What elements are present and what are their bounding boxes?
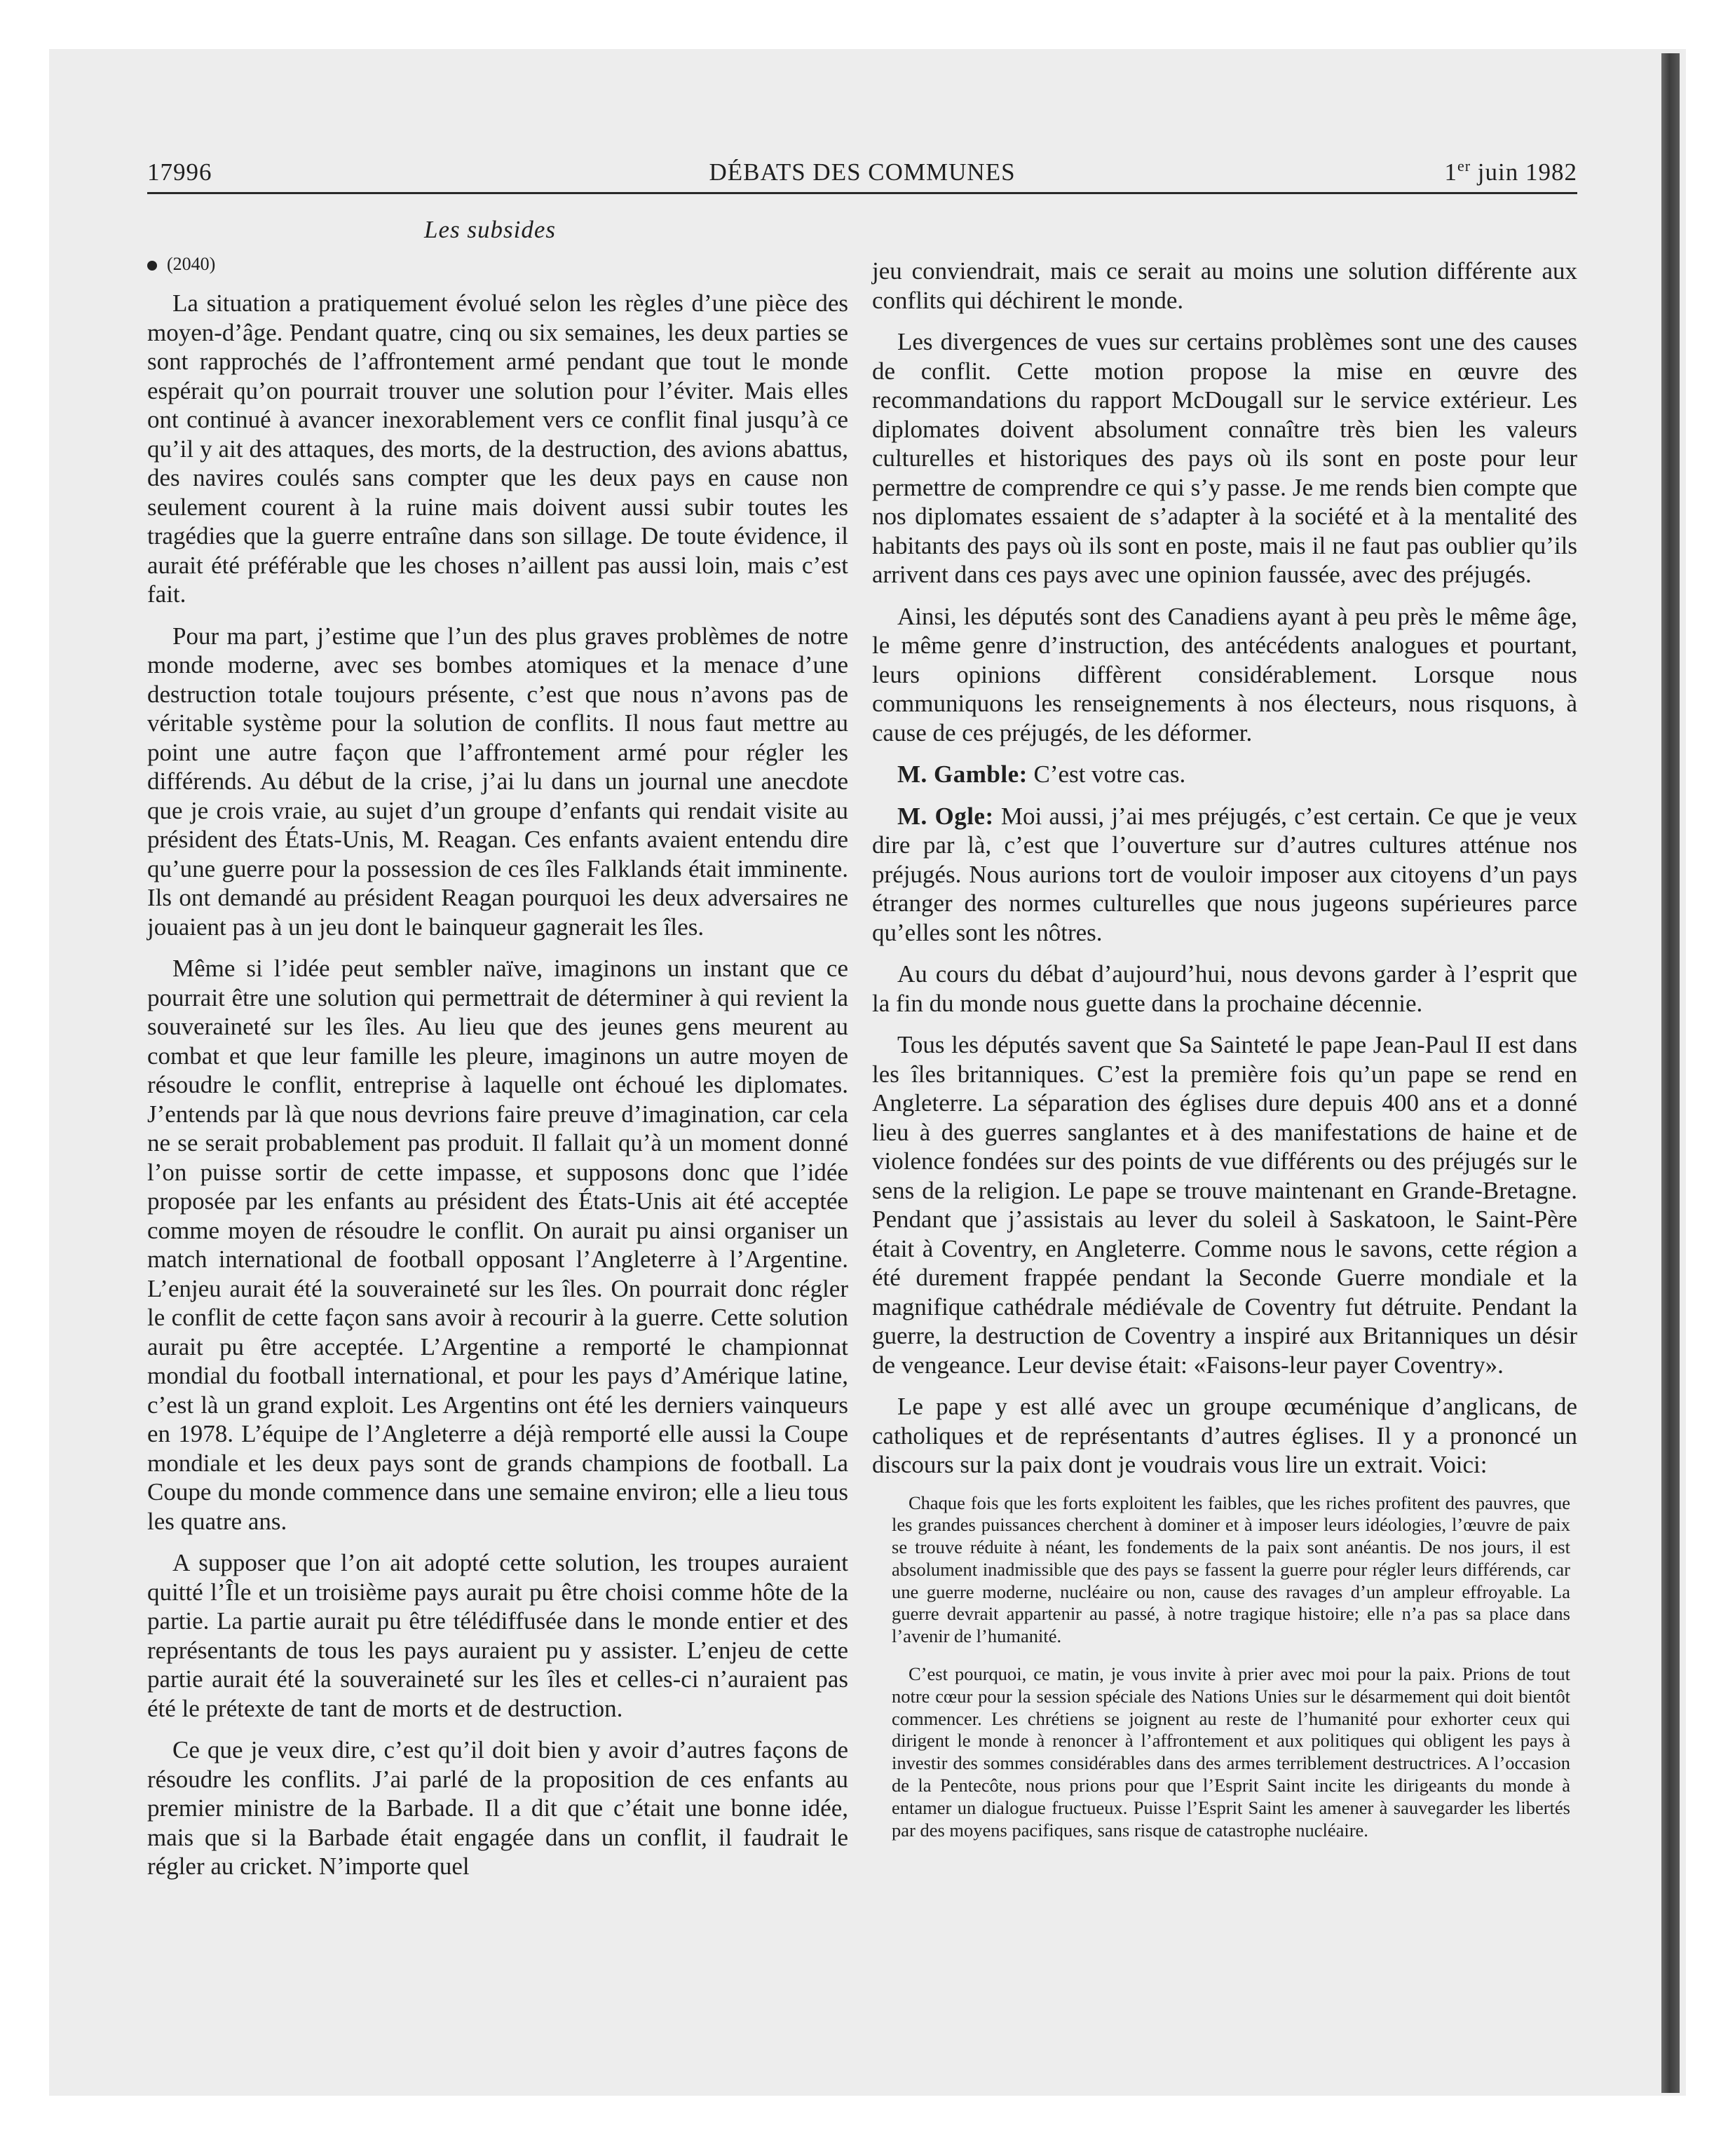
speaker-remark-gamble bbox=[872, 760, 1577, 789]
left-column bbox=[147, 289, 848, 1894]
page-binding-edge bbox=[1661, 53, 1680, 2093]
quotation: C’est pourquoi, ce matin, je vous invite à prier avec moi pour la paix. Prions de tout notre cœur pour la session spéciale des Nations Unies sur le désarmement qui doit bientôt commencer. Les chrétiens se joignent au reste de l’humanité pour exhorter ceux qui dirigent le monde à renoncer à l’affrontement et aux politiques qui obligent les pays à investir des sommes considérables dans des armes terriblement destructrices. A l’occasion de la Pentecôte, nous prions pour que l’Esprit Saint incite les dirigeants du monde à entamer un dialogue fructueux. Puisse l’Esprit Saint les amener à sauvegarder les libertés par des moyens pacifiques, sans risque de catastrophe nucléaire. bbox=[892, 1663, 1570, 1841]
paragraph: Au cours du débat d’aujourd’hui, nous devons garder à l’esprit que la fin du monde nous guette dans la prochaine décennie. bbox=[872, 960, 1577, 1017]
speaker-remark-ogle bbox=[872, 802, 1577, 948]
speaker-text: C’est votre cas. bbox=[1027, 760, 1186, 788]
speaker-text: Moi aussi, j’ai mes préjugés, c’est certain. Ce que je veux dire par là, c’est que l’ouverture sur d’autres cultures atténue nos préjugés. Nous aurions tort de vouloir imposer aux citoyens d’un pays étranger des normes culturelles que nous jugeons supérieures parce qu’elles sont les nôtres. bbox=[872, 802, 1577, 946]
quotation: Chaque fois que les forts exploitent les faibles, que les riches profitent des pauvres, que les grandes puissances cherchent à dominer et à imposer leurs idéologies, l’œuvre de paix se trouve réduite à néant, les fondements de la paix sont anéantis. De nos jours, il est absolument inadmissible que des pays se fassent la guerre pour régler leurs différends, car une guerre moderne, nucléaire ou non, cause des ravages d’un ampleur effroyable. La guerre devrait appartenir au passé, à notre tragique histoire; elle n’a pas sa place dans l’avenir de l’humanité. bbox=[892, 1492, 1570, 1647]
speaker-name: M. Gamble: bbox=[897, 760, 1028, 788]
header-rule bbox=[147, 192, 1577, 194]
paragraph-continuation: jeu conviendrait, mais ce serait au moins une solution différente aux conflits qui déchirent le monde. bbox=[872, 257, 1577, 314]
date-superscript: er bbox=[1457, 157, 1471, 175]
right-column bbox=[872, 257, 1577, 1857]
bullet-dot-icon bbox=[147, 261, 157, 271]
running-header bbox=[147, 158, 1577, 195]
header-date bbox=[1444, 158, 1577, 186]
paragraph: Pour ma part, j’estime que l’un des plus graves problèmes de notre monde moderne, avec ses bombes atomiques et la menace d’une destruction totale toujours présente, c’est que nous n’avons pas de véritable système pour la solution de conflits. Il nous faut mettre au point une autre façon que l’affrontement armé pour régler les différends. Au début de la crise, j’ai lu dans un journal une anecdote que je crois vraie, au sujet d’un groupe d’enfants qui rendait visite au président des États-Unis, M. Reagan. Ces enfants avaient entendu dire qu’une guerre pour la possession de ces îles Falklands était imminente. Ils ont demandé au président Reagan pourquoi les deux adversaires ne jouaient pas à un jeu dont le bainqueur gagnerait les îles. bbox=[147, 622, 848, 941]
time-stamp bbox=[147, 254, 215, 275]
date-rest: juin 1982 bbox=[1471, 158, 1577, 186]
paragraph: Les divergences de vues sur certains problèmes sont une des causes de conflit. Cette motion propose la mise en œuvre des recommandations du rapport McDougall sur le service extérieur. Les diplomates doivent absolument connaître très bien les valeurs culturelles et historiques des pays où ils sont en poste pour leur permettre de comprendre ce qui s’y passe. Je me rends bien compte que nos diplomates essaient de s’adapter à la société et à la mentalité des habitants des pays où ils sont en poste, mais il ne faut pas oublier qu’ils arrivent dans ces pays avec une opinion faussée, avec des préjugés. bbox=[872, 328, 1577, 588]
paragraph: La situation a pratiquement évolué selon les règles d’une pièce des moyen-d’âge. Pendant quatre, cinq ou six semaines, les deux parties se sont rapprochés de l’affrontement armé pendant que tout le monde espérait qu’on pourrait trouver une solution pour l’éviter. Mais elles ont continué à avancer inexorablement vers ce conflit final jusqu’à ce qu’il y ait des attaques, des morts, de la destruction, des avions abattus, des navires coulés sans compter que les deux pays en cause non seulement courent à la ruine mais doivent aussi subir toutes les tragédies que la guerre entraîne dans son sillage. De toute évidence, il aurait été préférable que les choses n’aillent pas aussi loin, mais c’est fait. bbox=[147, 289, 848, 608]
section-title: Les subsides bbox=[424, 216, 556, 243]
paragraph: A supposer que l’on ait adopté cette solution, les troupes auraient quitté l’Île et un troisième pays aurait pu être choisi comme hôte de la partie. La partie aurait pu être télédiffusée dans le monde entier et des représentants de tous les pays auraient pu y assister. L’enjeu de cette partie aurait été la souveraineté sur les îles et celles-ci n’auraient pas été le prétexte de tant de morts et de destruction. bbox=[147, 1549, 848, 1722]
speaker-name: M. Ogle: bbox=[897, 802, 994, 830]
date-day: 1 bbox=[1444, 158, 1457, 186]
paragraph: Tous les députés savent que Sa Sainteté le pape Jean-Paul II est dans les îles britanniques. C’est la première fois qu’un pape se rend en Angleterre. La séparation des églises dure depuis 400 ans et a donné lieu à des guerres sanglantes et à des manifestations de haine et de violence fondées sur des points de vue différents ou des préjugés sur le sens de la religion. Le pape se trouve maintenant en Grande-Bretagne. Pendant que j’assistais au lever du soleil à Saskatoon, le Saint-Père était à Coventry, en Angleterre. Comme nous le savons, cette région a été durement frappée pendant la Seconde Guerre mondiale et la magnifique cathédrale médiévale de Coventry fut détruite. Pendant la guerre, la destruction de Coventry a inspiré aux Britanniques un désir de vengeance. Leur devise était: «Faisons-leur payer Coventry». bbox=[872, 1031, 1577, 1379]
paragraph: Ce que je veux dire, c’est qu’il doit bien y avoir d’autres façons de résoudre les conflits. J’ai parlé de la proposition de ces enfants au premier ministre de la Barbade. Il a dit que c’était une bonne idée, mais que si la Barbade était engagée dans un conflit, il faudrait le régler au cricket. N’importe quel bbox=[147, 1736, 848, 1880]
document-page bbox=[77, 105, 1640, 2075]
journal-title: DÉBATS DES COMMUNES bbox=[709, 158, 1016, 186]
time-stamp-text: (2040) bbox=[167, 254, 216, 274]
page-number: 17996 bbox=[147, 158, 212, 186]
paragraph: Même si l’idée peut sembler naïve, imaginons un instant que ce pourrait être une solution qui permettrait de déterminer à qui revient la souveraineté sur les îles. Au lieu que des jeunes gens meurent au combat et que leur famille les pleure, imaginons un autre moyen de résoudre le conflit, entreprise à laquelle ont échoué les diplomates. J’entends par là que nous devrions faire preuve d’imagination, car cela ne se serait probablement pas produit. Il fallait qu’à un moment donné l’on puisse sortir de cette impasse, et supposons donc que l’idée proposée par les enfants au président des États-Unis ait été acceptée comme moyen de résoudre le conflit. On aurait pu ainsi organiser un match international de football opposant l’Angleterre à l’Argentine. L’enjeu aurait été la souveraineté sur les îles. On pourrait donc régler le conflit de cette façon sans avoir à recourir à la guerre. Cette solution aurait pu être acceptée. L’Argentine a remporté le championnat mondial du football international, et pour les pays d’Amérique latine, c’est là un grand exploit. Les Argentins ont été les derniers vainqueurs en 1978. L’équipe de l’Angleterre a déjà remporté elle aussi la Coupe mondiale et les deux pays sont de grands champions de football. La Coupe du monde commence dans une semaine environ; elle a lieu tous les quatre ans. bbox=[147, 955, 848, 1535]
paragraph: Le pape y est allé avec un groupe œcuménique d’anglicans, de catholiques et de représentants d’autres églises. Il y a prononcé un discours sur la paix dont je voudrais vous lire un extrait. Voici: bbox=[872, 1393, 1577, 1478]
paragraph: Ainsi, les députés sont des Canadiens ayant à peu près le même âge, le même genre d’instruction, des antécédents analogues et pourtant, leurs opinions diffèrent considérablement. Lorsque nous communiquons les renseignements à nos électeurs, nous risquons, à cause de ces préjugés, de les déformer. bbox=[872, 602, 1577, 746]
